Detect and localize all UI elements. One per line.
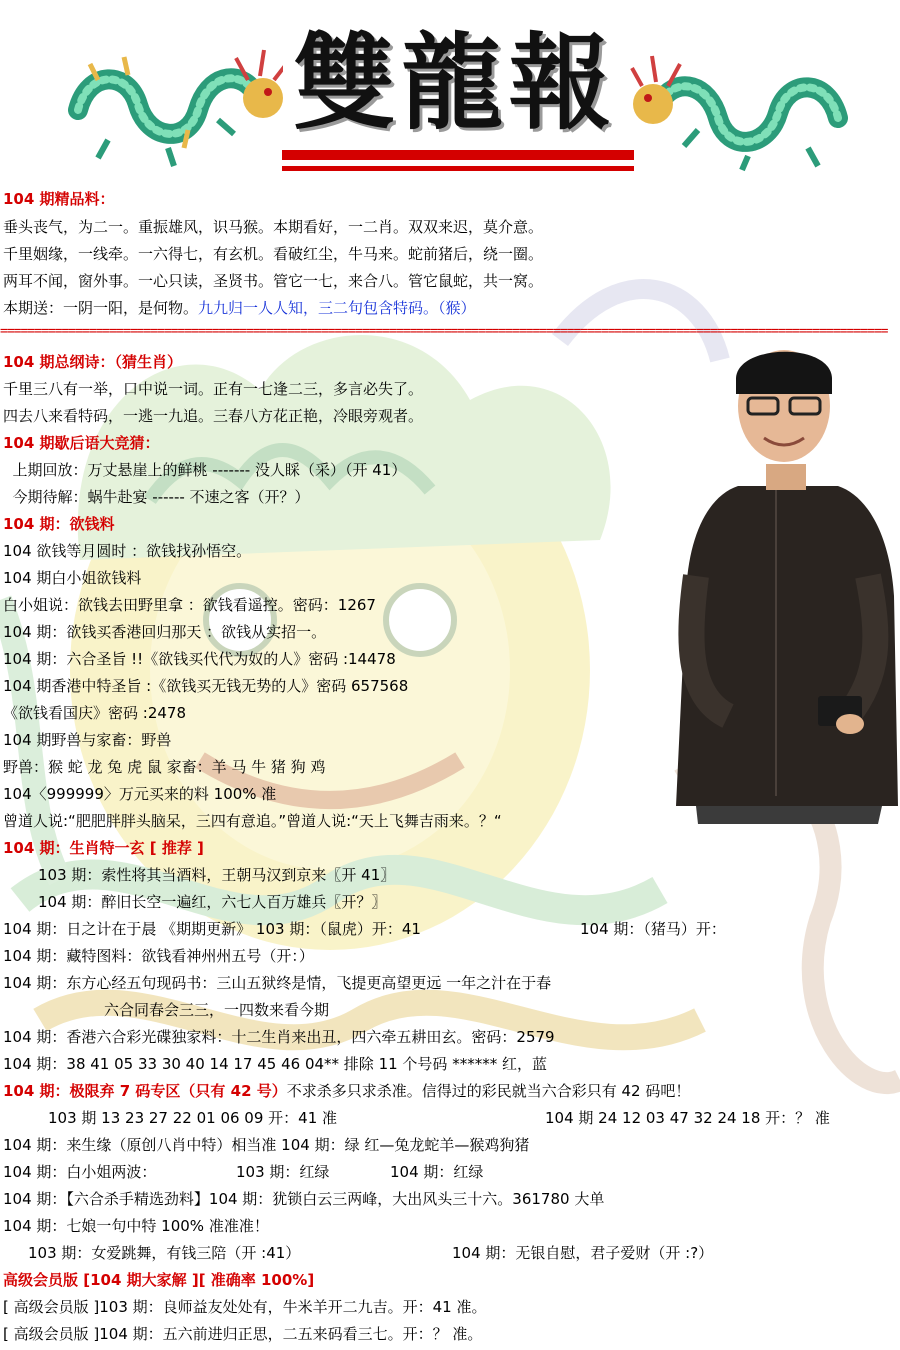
text-line: 野兽：猴 蛇 龙 兔 虎 鼠 家畜：羊 马 牛 猪 狗 鸡: [3, 758, 326, 776]
masthead: [0, 0, 900, 190]
man-portrait-icon: [668, 336, 900, 826]
text-line: 千里姻缘，一线牵。一六得七，有玄机。看破红尘，牛马来。蛇前猪后，绕一圈。: [3, 245, 544, 263]
kill-text: 不求杀多只求杀准。信得过的彩民就当六合彩只有 42 码吧！: [286, 1082, 691, 1100]
riddle-current: 今期待解：蜗牛赴宴 ------ 不速之客（开？）: [3, 488, 310, 506]
section-heading-money: 104 期：欲钱料: [3, 515, 115, 533]
wave-104: 104 期：红绿: [390, 1163, 484, 1181]
text-line: 104 期：38 41 05 33 30 40 14 17 45 46 04** 排除 11 个号码 ****** 红，蓝: [3, 1055, 547, 1073]
text-line: 104 期：东方心经五句现码书：三山五狱终是情，飞提更高望更远 一年之汁在于春: [3, 974, 552, 992]
kill-104: 104 期 24 12 03 47 32 24 18 开：？ 准: [545, 1109, 830, 1127]
text-line: 104 期：欲钱买香港回归那天 ：欲钱从实招一。: [3, 623, 327, 641]
kill-103: 103 期 13 23 27 22 01 06 09 开：41 准: [48, 1109, 338, 1127]
text-line: [ 高级会员版 ]103 期：良师益友处处有，牛米羊开二九吉。开：41 准。: [3, 1298, 487, 1316]
text-line: 垂头丧气，为二一。重振雄风，识马猴。本期看好，一二肖。双双来迟，莫介意。: [3, 218, 544, 236]
send-highlight: 九九归一人人知，三二句包含特码。（猴）: [198, 299, 476, 317]
girl-right: 104 期：无银自慰，君子爱财（开 :?）: [452, 1244, 714, 1262]
text-line: 104 期：来生缘（原创八肖中特）相当准 104 期：绿 红—兔龙蛇羊—猴鸡狗猪: [3, 1136, 530, 1154]
text-line: 千里三八有一举，口中说一词。正有一七逢二三，多言必失了。: [3, 380, 424, 398]
send-prefix: 本期送：一阴一阳，是何物。: [3, 299, 199, 317]
title-underline: [282, 150, 634, 160]
text-line: 104 期：藏特图料：欲钱看神州州五号（开：）: [3, 947, 314, 965]
wave-label: 104 期：白小姐两波：: [3, 1163, 157, 1181]
text-line: 104〈999999〉万元买来的料 100% 准: [3, 785, 277, 803]
text-line: 白小姐说：欲钱去田野里拿 ：欲钱看遥控。密码：1267: [3, 596, 376, 614]
text-line: 104 期香港中特圣旨 :《欲钱买无钱无势的人》密码 657568: [3, 677, 409, 695]
text-line: 104 欲钱等月圆时 ：欲钱找孙悟空。: [3, 542, 252, 560]
text-line: 104 期：醉旧长空一遍红，六七人百万雄兵〖开？〗: [38, 893, 387, 911]
send-line: [3, 295, 476, 322]
separator-line: ==================================================================================================================================: [0, 324, 888, 339]
text-line: 103 期：索性将其当酒料，王朝马汉到京来〖开 41〗: [38, 866, 396, 884]
section-heading-jingpin: 104 期精品料：: [3, 190, 115, 208]
text-line: 两耳不闻，窗外事。一心只读，圣贤书。管它一七，来合八。管它鼠蛇，共一窝。: [3, 272, 544, 290]
section-heading-zodiac: 104 期：生肖特一玄 [ 推荐 ]: [3, 839, 204, 857]
text-line: 104 期：【六合杀手精选劲料】104 期：犹锁白云三两峰，大出风头三十六。361780 大单: [3, 1190, 605, 1208]
title-underline-thin: [282, 166, 634, 171]
section-heading-vip: 高级会员版 [104 期大家解 ][ 准确率 100%]: [3, 1271, 315, 1289]
masthead-title: 雙龍報: [293, 21, 617, 144]
daily-right: 104 期：（猪马）开：: [580, 920, 726, 938]
text-line: [ 高级会员版 ]104 期：五六前进归正思，二五来码看三七。开：？ 准。: [3, 1325, 483, 1343]
text-line: 曾道人说:“肥肥胖胖头脑呆，三四有意追。”曾道人说:“天上飞舞吉雨来。？“: [3, 812, 502, 830]
text-line: 《欲钱看国庆》密码 :2478: [3, 704, 186, 722]
section-heading-riddle: 104 期歇后语大竞猜：: [3, 434, 160, 452]
text-line: 104 期：香港六合彩光碟独家料：十二生肖来出丑，四六牵五耕田玄。密码：2579: [3, 1028, 555, 1046]
text-line: 104 期白小姐欲钱料: [3, 569, 142, 587]
dragon-right-icon: [628, 38, 848, 173]
section-heading-poem: 104 期总纲诗：（猜生肖）: [3, 353, 183, 371]
girl-left: 103 期：女爱跳舞，有钱三陪（开 :41）: [28, 1244, 301, 1262]
dragon-left-icon: [68, 30, 283, 170]
wave-103: 103 期：红绿: [236, 1163, 330, 1181]
text-line: 六合同春会三三，一四数来看今期: [104, 1001, 330, 1019]
text-line: 104 期：六合圣旨 !!《欲钱买代代为奴的人》密码 :14478: [3, 650, 396, 668]
riddle-previous: 上期回放：万丈悬崖上的鲜桃 ------- 没人睬（采）（开 41）: [3, 461, 407, 479]
text-line: 四去八来看特码，一逃一九追。三春八方花正艳，冷眼旁观者。: [3, 407, 424, 425]
daily-left: 104 期：日之计在于晨 《期期更新》 103 期：（鼠虎）开：41: [3, 920, 421, 938]
kill-line: [3, 1078, 690, 1105]
text-line: 104 期：七娘一句中特 100% 准准准！: [3, 1217, 269, 1235]
text-line: 104 期野兽与家畜：野兽: [3, 731, 172, 749]
kill-heading: 104 期：极限弃 7 码专区（只有 42 号）: [3, 1082, 287, 1100]
